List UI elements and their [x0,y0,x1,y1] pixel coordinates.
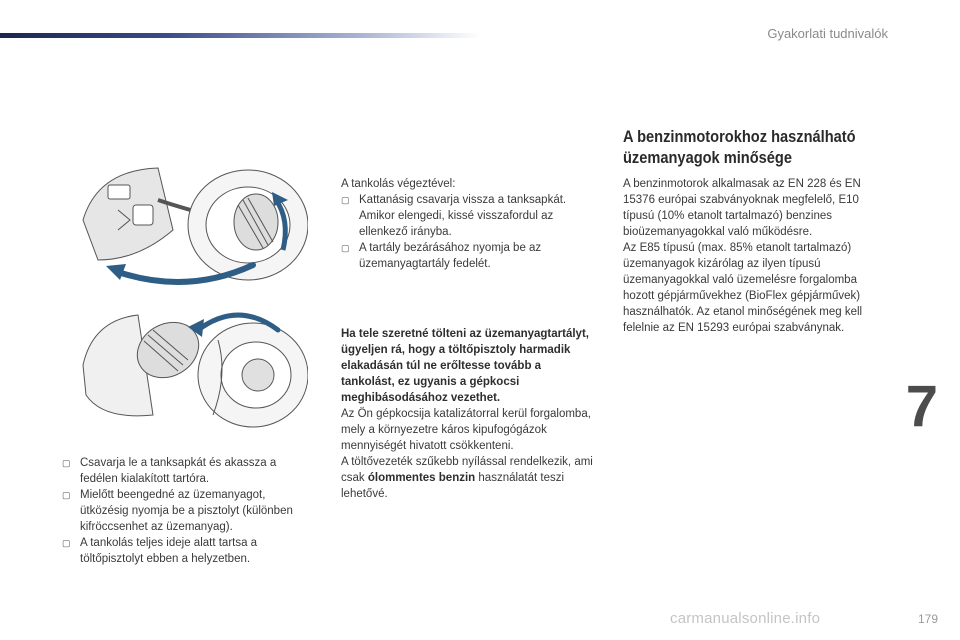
intro-text: A tankolás végeztével: [341,178,456,190]
fuel-paragraph: A benzinmotorok alkalmasak az EN 228 és EN 15376 európai szabványoknak megfelelő, E10 típusú (10% etanolt tartalmazó) benzines bioüzemanyagokkal való működésre. [623,178,861,238]
fuel-quality-text [623,176,885,336]
list-item: ▢ A tankolás teljes ideje alatt tartsa a töltőpisztolyt ebben a helyzetben. [62,535,317,567]
section-title: Gyakorlati tudnivalók [767,26,888,41]
refuel-end-steps [341,176,596,272]
fuel-cap-holder-illustration [78,305,308,435]
watermark: carmanualsonline.info [670,610,821,627]
page-number: 179 [917,612,938,626]
chapter-number: 7 [905,374,938,439]
refuel-warning [341,326,596,502]
list-item: ▢ A tartály bezárásához nyomja be az üzemanyagtartály fedelét. [341,240,596,272]
fuel-cap-removal-illustration [78,160,308,290]
catalyst-paragraph: Az Ön gépkocsija katalizátorral kerül forgalomba, mely a környezetre káros kipufogógázok mennyiségét hivatott csökkenteni. [341,408,591,452]
fuel-paragraph: Az E85 típusú (max. 85% etanolt tartalmazó) üzemanyagok kizárólag az ilyen típusú üzemanyagokkal való üzemelésre forgalomba hozott gépjárművekhez (BioFlex gépjárművek) használhatók. Az etanol minőségének meg kell felelnie az EN 15293 európai szabványnak. [623,242,863,334]
list-item: ▢ Csavarja le a tanksapkát és akassza a fedélen kialakított tartóra. [62,455,317,487]
warning-text: Ha tele szeretné tölteni az üzemanyagtartályt, ügyeljen rá, hogy a töltőpisztoly harmadik elakadásán túl ne erőltesse tovább a tankolást, ez ugyanis a gépkocsi meghibásodásához vezethet. [341,328,589,404]
fuel-quality-heading: A benzinmotorokhoz használható üzemanyagok minősége [623,127,856,167]
list-item: ▢ Mielőtt beengedné az üzemanyagot, ütközésig nyomja be a pisztolyt (különben kifröccsenhet az üzemanyag). [62,487,317,535]
header-accent-bar [0,33,480,38]
unleaded-paragraph: A töltővezeték szűkebb nyílással rendelkezik, ami csak ólommentes benzin használatát teszi lehetővé. [341,456,593,500]
list-item: ▢ Kattanásig csavarja vissza a tanksapkát. Amikor elengedi, kissé visszafordul az ellenkező irányba. [341,192,596,240]
refuel-steps [62,455,317,567]
